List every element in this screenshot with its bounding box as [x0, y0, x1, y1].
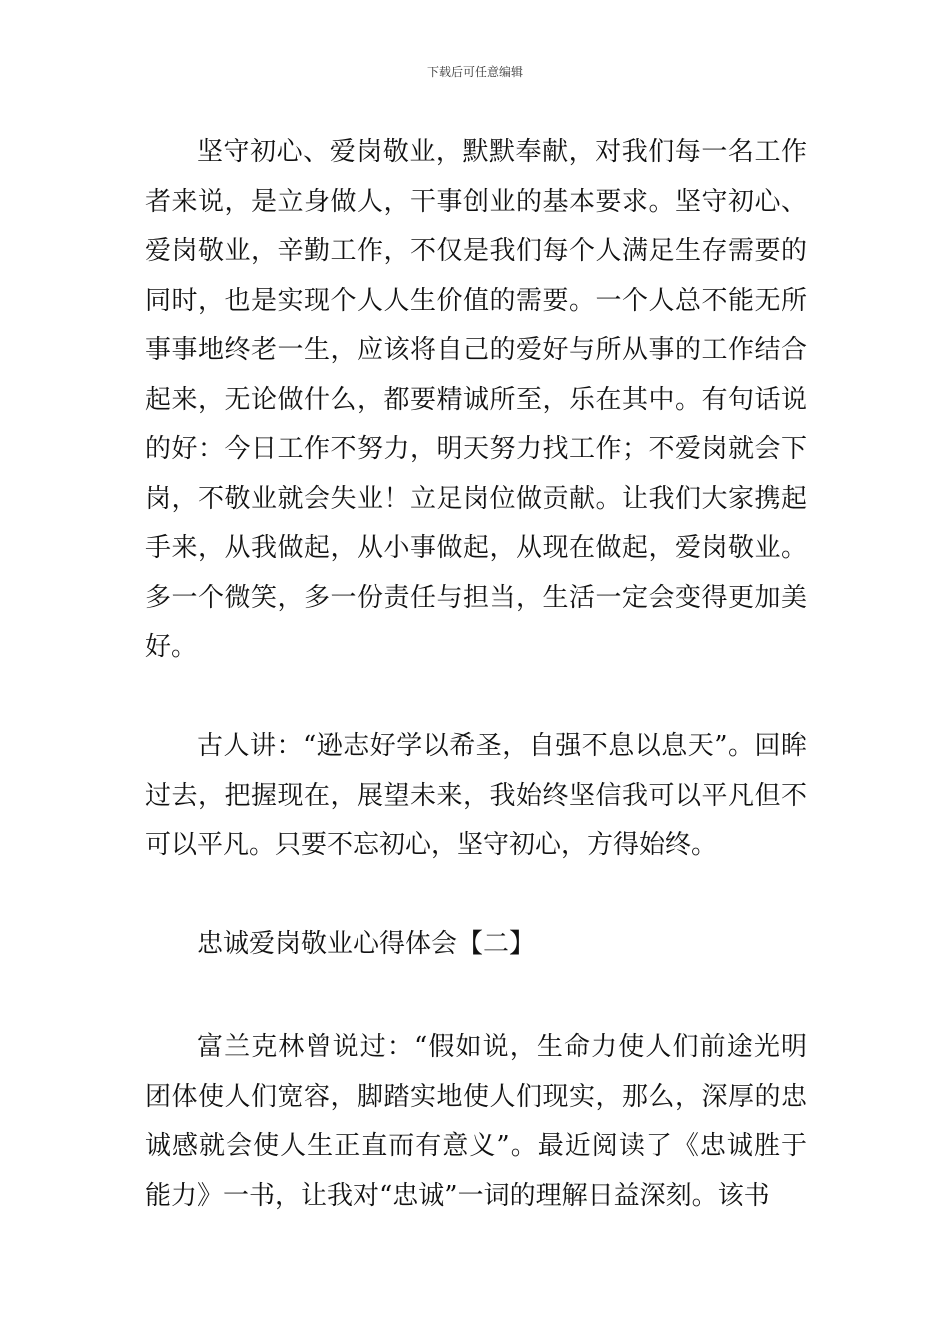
page-header-note: 下载后可任意编辑	[426, 65, 523, 79]
section-heading: 忠诚爱岗敬业心得体会【二】	[197, 929, 536, 959]
body-paragraph-2: 古人讲：“逊志好学以希圣，自强不息以息天”。回眸过去，把握现在，展望未来，我始终坚信我可以平凡但不可以平凡。只要不忘初心，坚守初心，方得始终。	[145, 731, 807, 860]
body-paragraph-1: 坚守初心、爱岗敬业，默默奉献，对我们每一名工作者来说，是立身做人，干事创业的基本要求。坚守初心、爱岗敬业，辛勤工作，不仅是我们每个人满足生存需要的同时，也是实现个人人生价值的需要。一个人总不能无所事事地终老一生，应该将自己的爱好与所从事的工作结合起来，无论做什么，都要精诚所至，乐在其中。有句话说的好：今日工作不努力，明天努力找工作；不爱岗就会下岗，不敬业就会失业！立足岗位做贡献。让我们大家携起手来，从我做起，从小事做起，从现在做起，爱岗敬业。多一个微笑，多一份责任与担当，生活一定会变得更加美好。	[145, 137, 807, 662]
section-paragraph-1: 富兰克林曾说过：“假如说，生命力使人们前途光明团体使人们宽容，脚踏实地使人们现实，那么，深厚的忠诚感就会使人生正直而有意义”。最近阅读了《忠诚胜于能力》一书，让我对“忠诚”一词的理解日益深刻。该书	[145, 1032, 807, 1211]
